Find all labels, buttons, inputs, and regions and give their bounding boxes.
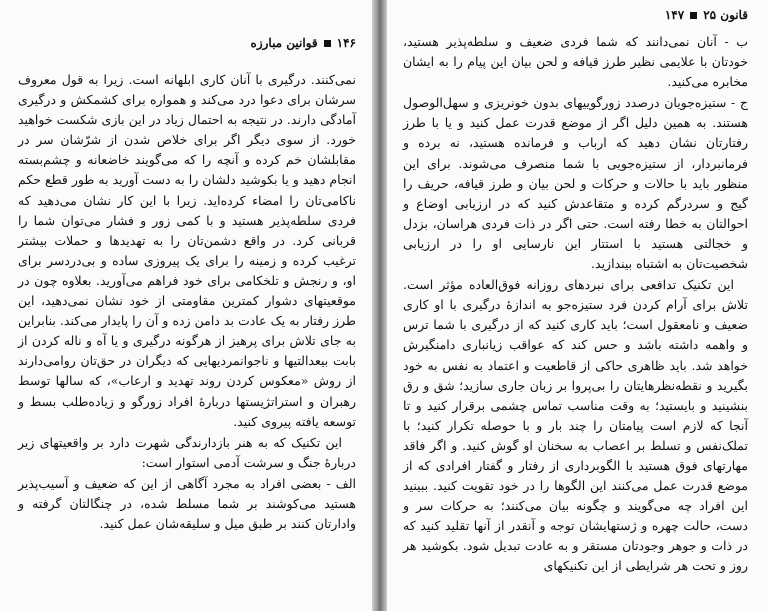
left-page-number: ۱۴۶ <box>336 36 356 50</box>
list-item: ج - ستیزه‌جویان درصدد زورگوییهای بدون خونریزی و سهل‌الوصول هستند. به همین دلیل اگر از موضع قدرت عمل کنید و یا با طرز رفتارتان نشان دهید که ارباب و فرمانده هستید، نه برده و فرمانبردار، از ستیزه‌جویی با شما منصرف می‌شوند. برای این منظور باید با حالات و حرکات و لحن بیان و طرز قیافه، حریف را گیج و سردرگم کرده و متقاعدش کنید که در ارزیابی اوضاع و احوالتان به خطا رفته است. حتی اگر در ذات فردی هراسان، بزدل و خجالتی هستید با استتار این نارسایی او را در ارزیابی شخصیت‌تان به اشتباه بیندازید. <box>403 95 748 272</box>
left-page <box>0 0 372 611</box>
paragraph: این تکنیک تدافعی برای نبردهای روزانه فوق‌العاده مؤثر است. تلاش برای آرام کردن فرد ستیزه‌جو به اندازهٔ درگیری با او کاری ضعیف و نامعقول است؛ باید کاری کنید که از درگیری با شما ترس و واهمه داشته باشد و حس کند که عواقب زیانباری دامنگیرش خواهد شد. باید ظاهری حاکی از قاطعیت و اعتماد به نفس به خود بگیرید و نقطه‌نظرهایتان را بی‌پروا بر زبان جاری سازید؛ شق و رق بنشینید و بایستید؛ به وقت مناسب تماس چشمی برقرار کنید و تا آنجا که لازم است پیامتان را چند بار و با حوصله تکرار کنید؛ با تملک‌نفس و تسلط بر اعصاب به سخنان او گوش کنید. و اگر فاقد مهارتهای فوق هستید با الگوبرداری از رفتار و گفتار افرادی که از موضع قدرت عمل می‌کنند این الگوها را در خود تقویت کنید. ببینید این افراد چه می‌گویند و چگونه بیان می‌کنند؛ به حرکات سر و دست، حالت چهره و ژستهایشان توجه و آنقدر از آنها تقلید کنید که در ذات و جوهر وجودتان مستقر و به عادت تبدیل شود. بکوشید هر روز و تحت هر شرایطی از این تکنیکهای <box>403 277 748 574</box>
left-body-text <box>18 70 356 534</box>
right-running-title: قانون ۲۵ <box>703 8 748 22</box>
right-page-number: ۱۴۷ <box>664 8 685 22</box>
list-item: ب - آنان نمی‌دانند که شما فردی ضعیف و سلطه‌پذیر هستید، خودتان با علایمی نظیر طرز قیافه و لحن بیان این پیام را به ایشان مخابره می‌کنید. <box>403 34 748 90</box>
square-bullet-icon <box>690 12 697 19</box>
paragraph: این تکنیک که به هنر بازدارندگی شهرت دارد بر واقعیتهای زیر دربارهٔ جنگ و سرشت آدمی استوار است: <box>18 434 356 470</box>
list-item: الف - بعضی افراد به مجرد آگاهی از این که ضعیف و آسیب‌پذیر هستید می‌کوشند بر شما مسلط شده، در چنگالتان گرفته و وادارتان کنند بر طبق میل و سلیقه‌شان عمل کنید. <box>18 475 356 532</box>
paragraph: نمی‌کنند. درگیری با آنان کاری ابلهانه است. زیرا به قول معروف سرشان برای دعوا درد می‌کند و همواره برای کشمکش و درگیری آمادگی دارند. در نتیجه به احتمال زیاد در این بازی شکست خواهید خورد. از سوی دیگر اگر برای خلاص شدن از شرّشان سر در مقابلشان خم کرده و آنچه را که می‌گویند خاضعانه و چشم‌بسته انجام دهید و یا بکوشید دلشان را به دست آورید به طور قطع حکم ناکامی‌تان را امضاء کرده‌اید. زیرا با این کار نشان می‌دهید که فردی سلطه‌پذیر هستید و با کمی زور و فشار می‌توان شما را قربانی کرد. در واقع دشمن‌تان را به تهدیدها و حملات بیشتر ترغیب کرده و زمینه را برای یک پیروزی ساده و بی‌دردسر برای او، و رنجش و تلخکامی برای خود فراهم می‌آورید. بعلاوه چون در موقعیتهای دشوار کمترین مقاومتی از خود نشان نمی‌دهید، این طرز رفتار به یک عادت بد دامن زده و آن را پایدار می‌کند. بنابراین به جای تلاش برای پرهیز از هرگونه درگیری و یا آه و ناله کردن از بابت بیعدالتیها و ناجوانمردیهایی که دیگران در حق‌تان روامی‌دارند از روش «معکوس کردن روند تهدید و ارعاب»، که سالها توسط رهبران و استراتژیستها دربارهٔ افراد زورگو و زیاده‌طلب بسط و توسعه یافته پیروی کنید. <box>18 72 356 429</box>
left-running-head <box>18 36 356 50</box>
left-running-title: قوانین مبارزه <box>250 36 318 50</box>
right-page <box>386 0 768 611</box>
right-body-text <box>403 32 748 577</box>
right-running-head <box>403 8 748 22</box>
book-gutter <box>372 0 386 611</box>
square-bullet-icon <box>324 40 331 47</box>
